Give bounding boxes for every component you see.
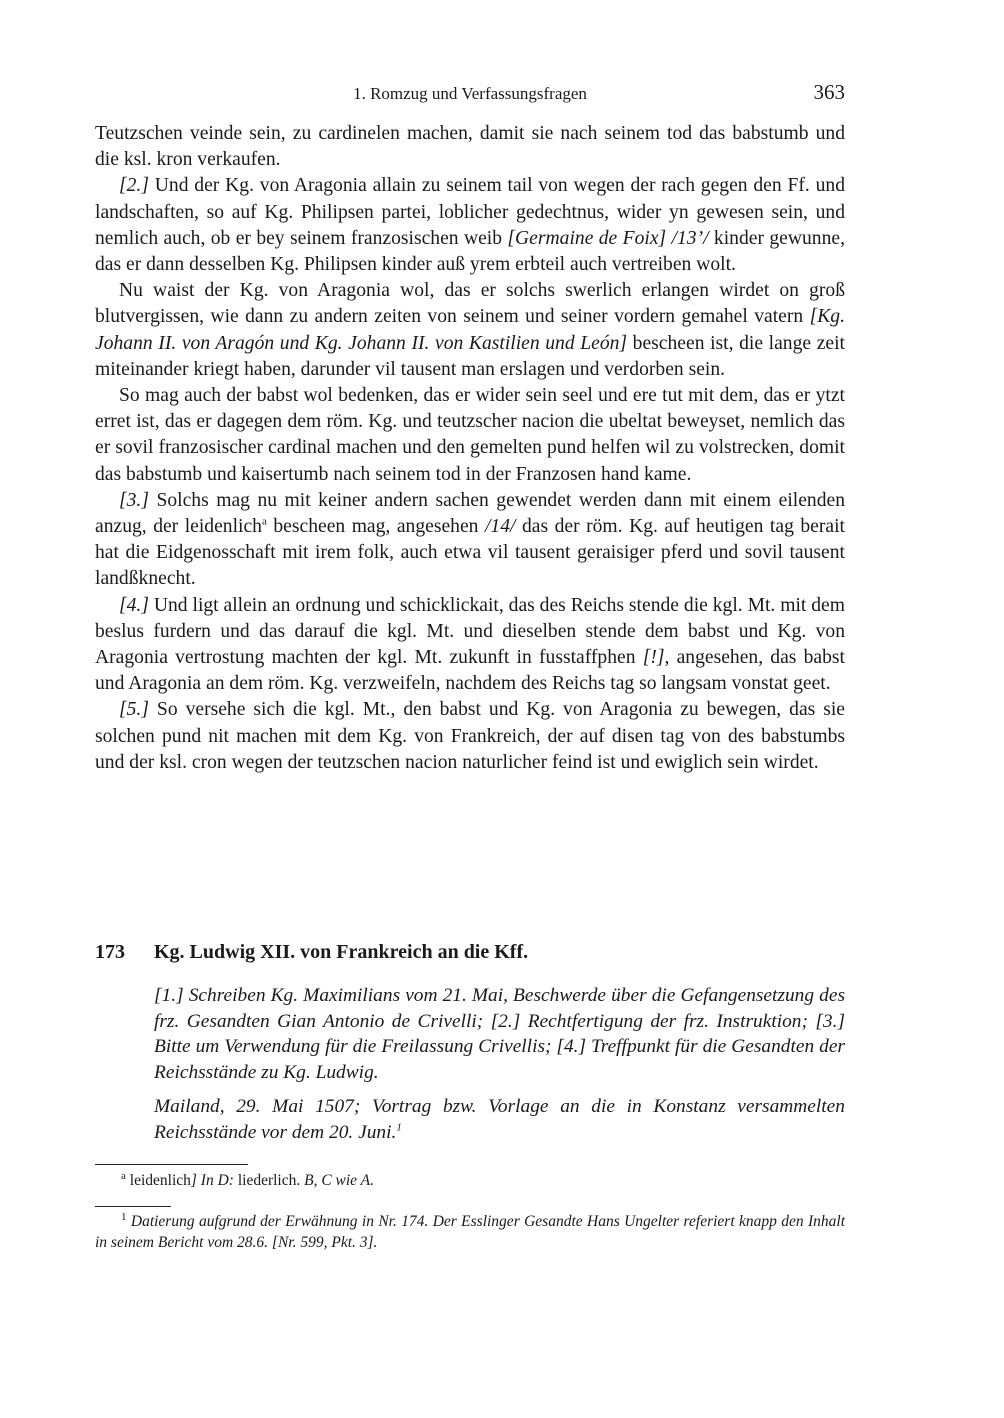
footnote-ref: 1: [396, 1121, 402, 1134]
editorial-italic-text: [5.]: [119, 699, 149, 721]
footnote-divider: [95, 1164, 248, 1165]
entry-title: Kg. Ludwig XII. von Frankreich an die Kff.: [154, 941, 529, 963]
running-header: [95, 80, 845, 106]
date-text: Mailand, 29. Mai 1507; Vortrag bzw. Vorlage an die in Konstanz versammelten Reichsstände vor dem 20. Juni.: [154, 1096, 845, 1143]
text-run: das der röm. Kg. auf heutigen tag berait hat die Eidgenosschaft mit irem folk, auch etwa vil tausent geraisiger pferd und sovil tausent landßknecht.: [95, 516, 845, 590]
entry-date: [154, 1094, 845, 1145]
page-number: 363: [813, 80, 845, 104]
editorial-italic-text: [Germaine de Foix] /13’/: [507, 227, 709, 249]
editorial-italic-text: ] In D:: [190, 1172, 234, 1189]
paragraph: [95, 278, 845, 383]
footnote-divider: [95, 1206, 171, 1207]
text-run: So versehe sich die kgl. Mt., den babst und Kg. von Aragonia zu bewegen, das sie solchen pund nit machen mit dem Kg. von Frankreich, der auf disen tag von des babstumbs und der ksl. cron wegen der teutzschen nacion naturlicher feind ist und ewiglich sein wirdet.: [95, 699, 845, 773]
text-run: , angesehen, das babst und Aragonia an dem röm. Kg. verzweifeln, nachdem des Reichs tag so langsam vonstat geet.: [95, 647, 845, 695]
editorial-italic-text: [2.]: [119, 175, 149, 197]
paragraph: [95, 383, 845, 488]
text-run: Nu waist der Kg. von Aragonia wol, das er solchs swerlich erlangen wirdet on groß blutvergissen, wie dann zu andern zeiten von seinem und seiner vordern gemahel vatern: [95, 280, 845, 328]
footnote-marker: a: [121, 1169, 126, 1182]
text-run: Und der Kg. von Aragonia allain zu seinem tail von wegen der rach gegen den Ff. und landschaften, so auf Kg. Philipsen partei, loblicher gedechtnus, wider yn gewesen sein, und nemlich auch, ob er bey seinem franzosischen weib: [95, 175, 845, 249]
main-text: [95, 121, 845, 776]
text-run: bescheen mag, angesehen: [266, 516, 485, 538]
running-title: 1. Romzug und Verfassungsfragen: [353, 84, 587, 103]
text-run: Teutzschen veinde sein, zu cardinelen machen, damit sie nach seinem tod das babstumb und die ksl. kron verkaufen.: [95, 123, 845, 171]
editorial-italic-text: B, C wie A.: [304, 1172, 375, 1189]
text-run: liederlich.: [233, 1172, 305, 1189]
summary-text: [1.] Schreiben Kg. Maximilians vom 21. Mai, Beschwerde über die Gefangensetzung des frz. Gesandten Gian Antonio de Crivelli; [2.] Rechtfertigung der frz. Instruktion; [3.] Bitte um Verwendung für die Freilassung Crivellis; [4.] Treffpunkt für die Gesandten der Reichsstände zu Kg. Ludwig.: [154, 985, 845, 1083]
entry-number: 173: [95, 941, 125, 963]
footnote-1: [95, 1211, 845, 1253]
footnote-marker: a: [261, 515, 267, 528]
footnote-a: [95, 1170, 845, 1191]
editorial-italic-text: /14/: [484, 516, 516, 538]
paragraph: [95, 593, 845, 698]
text-run: kinder gewunne, das er dann desselben Kg. Philipsen kinder auß yrem erbteil auch vertreiben wolt.: [95, 227, 845, 276]
editorial-italic-text: [Kg. Johann II. von Aragón und Kg. Johann II. von Kastilien und León]: [95, 306, 845, 354]
editorial-italic-text: [3.]: [119, 489, 149, 511]
footnote-marker: 1: [121, 1210, 127, 1223]
text-run: So mag auch der babst wol bedenken, das er wider sein seel und ere tut mit dem, das er ytzt erret ist, das er dagegen dem röm. Kg. und teutzscher nacion die ubeltat beweyset, nemlich das er sovil franzosischer cardinal machen und den gemelten pund helfen wil zu volstrecken, domit das babstumb und kaisertumb nach seinem tod in der Franzosen hand kame.: [95, 385, 845, 485]
editorial-italic-text: Datierung aufgrund der Erwähnung in Nr. 174. Der Esslinger Gesandte Hans Ungelter referiert knapp den Inhalt in seinem Bericht vom 28.6. [Nr. 599, Pkt. 3].: [95, 1213, 846, 1251]
editorial-italic-text: [!]: [642, 647, 665, 669]
text-run: Und ligt allein an ordnung und schicklickait, das des Reichs stende die kgl. Mt. mit dem beslus furdern und das darauf die kgl. Mt. und dieselben stende dem babst und Kg. von Aragonia vertrostung machten der kgl. Mt. zukunft in fusstaffphen: [95, 594, 845, 669]
paragraph: [95, 173, 845, 278]
paragraph: [95, 488, 845, 593]
entry-summary: [154, 983, 845, 1155]
paragraph: [95, 121, 845, 173]
text-run: bescheen ist, die lange zeit miteinander kriegt haben, darunder vil tausent man erslagen und verdorben sein.: [95, 332, 845, 380]
editorial-italic-text: [4.]: [119, 594, 149, 616]
text-run: Solchs mag nu mit keiner andern sachen gewendet werden dann mit einem eilenden anzug, der leidenlich: [95, 489, 845, 538]
text-run: leidenlich: [125, 1172, 191, 1189]
paragraph: [95, 697, 845, 776]
